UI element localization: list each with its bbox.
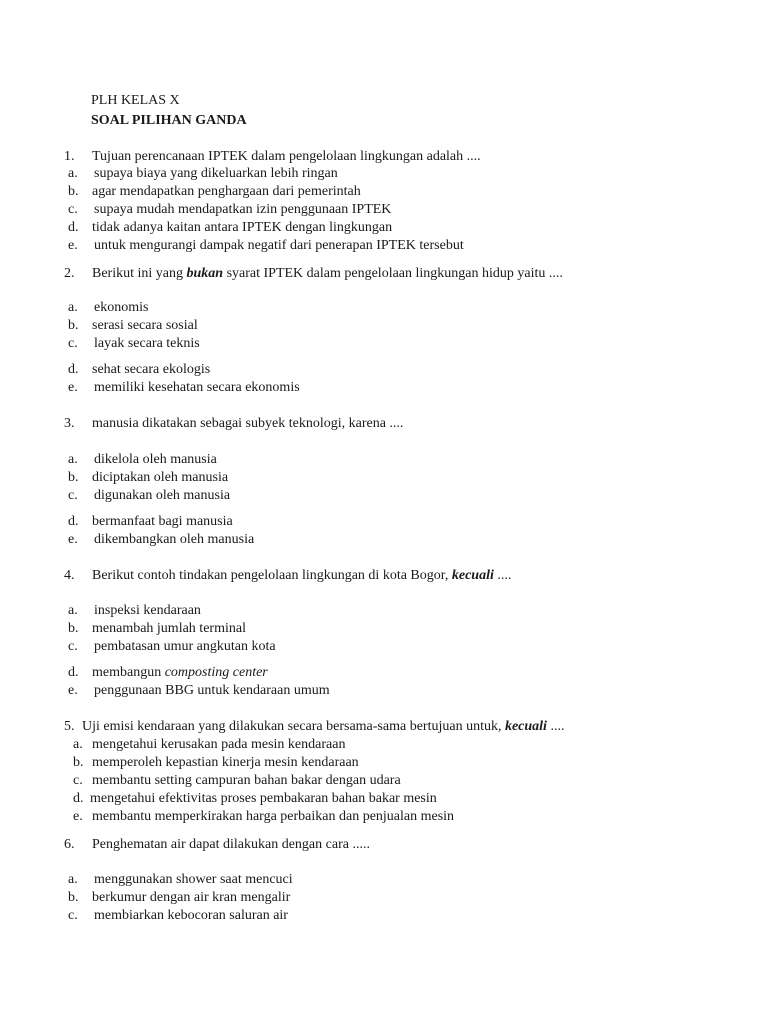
q6-option-a-letter: a.: [68, 872, 78, 887]
q2-option-e-text: memiliki kesehatan secara ekonomis: [94, 380, 300, 395]
question-4-text-before: Berikut contoh tindakan pengelolaan lingkungan di kota Bogor,: [92, 568, 452, 583]
q4-option-d-text: [92, 664, 268, 682]
q1-option-c-text: supaya mudah mendapatkan izin penggunaan IPTEK: [94, 202, 392, 217]
q2-option-a-letter: a.: [68, 300, 78, 315]
q6-option-c-letter: c.: [68, 908, 78, 923]
question-4-number: 4.: [64, 568, 75, 583]
question-5-text: [82, 718, 564, 736]
question-1-number: 1.: [64, 149, 75, 164]
q1-option-a-text: supaya biaya yang dikeluarkan lebih ringan: [94, 166, 338, 181]
q6-option-a-text: menggunakan shower saat mencuci: [94, 872, 293, 887]
q5-option-e-letter: e.: [73, 809, 83, 824]
question-6-number: 6.: [64, 837, 75, 852]
q1-option-d-text: tidak adanya kaitan antara IPTEK dengan lingkungan: [92, 220, 393, 235]
question-3-text: manusia dikatakan sebagai subyek teknologi, karena ....: [92, 416, 404, 431]
q3-option-a-text: dikelola oleh manusia: [94, 452, 217, 467]
q4-option-b-letter: b.: [68, 621, 79, 636]
q1-option-a-letter: a.: [68, 166, 78, 181]
q2-option-d-text: sehat secara ekologis: [92, 362, 211, 377]
question-2-text: [92, 265, 563, 283]
q3-option-e-letter: e.: [68, 532, 78, 547]
q2-option-a-text: ekonomis: [94, 300, 149, 315]
question-4-text-after: ....: [493, 568, 512, 583]
q5-option-c-letter: c.: [73, 773, 83, 788]
q1-option-b-letter: b.: [68, 184, 79, 199]
q2-option-b-text: serasi secara sosial: [92, 318, 198, 333]
q6-option-b-letter: b.: [68, 890, 79, 905]
q3-option-e-text: dikembangkan oleh manusia: [94, 532, 255, 547]
q5-option-d-letter: d.: [73, 791, 84, 806]
q4-option-e-text: penggunaan BBG untuk kendaraan umum: [94, 683, 330, 698]
q3-option-b-letter: b.: [68, 470, 79, 485]
question-2-text-before: Berikut ini yang: [92, 266, 187, 281]
q1-option-e-letter: e.: [68, 238, 78, 253]
question-3-number: 3.: [64, 416, 75, 431]
question-6-text: Penghematan air dapat dilakukan dengan cara .....: [92, 837, 370, 852]
q2-option-d-letter: d.: [68, 362, 79, 377]
q2-option-c-text: layak secara teknis: [94, 336, 200, 351]
q2-option-b-letter: b.: [68, 318, 79, 333]
q4-option-d-text-before: membangun: [92, 665, 165, 680]
q4-option-d-italic: composting center: [164, 665, 268, 680]
question-4-text: [92, 567, 511, 585]
document-title: PLH KELAS X: [91, 93, 180, 108]
q2-option-c-letter: c.: [68, 336, 78, 351]
q3-option-a-letter: a.: [68, 452, 78, 467]
q5-option-d-text: mengetahui efektivitas proses pembakaran bahan bakar mesin: [90, 791, 437, 806]
q5-option-a-letter: a.: [73, 737, 83, 752]
question-2-text-after: syarat IPTEK dalam pengelolaan lingkungan hidup yaitu ....: [223, 266, 563, 281]
q4-option-d-letter: d.: [68, 665, 79, 680]
document-subtitle: SOAL PILIHAN GANDA: [91, 113, 247, 128]
q1-option-e-text: untuk mengurangi dampak negatif dari penerapan IPTEK tersebut: [94, 238, 464, 253]
question-5-text-before: Uji emisi kendaraan yang dilakukan secara bersama-sama bertujuan untuk,: [82, 719, 505, 734]
q2-option-e-letter: e.: [68, 380, 78, 395]
q1-option-d-letter: d.: [68, 220, 79, 235]
q4-option-c-text: pembatasan umur angkutan kota: [94, 639, 276, 654]
q3-option-d-letter: d.: [68, 514, 79, 529]
question-4-emphasis: kecuali: [451, 568, 494, 583]
question-5-emphasis: kecuali: [504, 719, 547, 734]
q4-option-c-letter: c.: [68, 639, 78, 654]
q3-option-d-text: bermanfaat bagi manusia: [92, 514, 233, 529]
q1-option-c-letter: c.: [68, 202, 78, 217]
q6-option-c-text: membiarkan kebocoran saluran air: [94, 908, 288, 923]
q5-option-a-text: mengetahui kerusakan pada mesin kendaraan: [92, 737, 346, 752]
q4-option-a-text: inspeksi kendaraan: [94, 603, 201, 618]
question-5-number: 5.: [64, 719, 75, 734]
q4-option-e-letter: e.: [68, 683, 78, 698]
q5-option-b-text: memperoleh kepastian kinerja mesin kendaraan: [92, 755, 359, 770]
q3-option-b-text: diciptakan oleh manusia: [92, 470, 229, 485]
q5-option-b-letter: b.: [73, 755, 84, 770]
q3-option-c-text: digunakan oleh manusia: [94, 488, 231, 503]
question-2-number: 2.: [64, 266, 75, 281]
q5-option-e-text: membantu memperkirakan harga perbaikan dan penjualan mesin: [92, 809, 455, 824]
question-2-emphasis: bukan: [186, 266, 224, 281]
q4-option-b-text: menambah jumlah terminal: [92, 621, 246, 636]
question-1-text: Tujuan perencanaan IPTEK dalam pengelolaan lingkungan adalah ....: [92, 149, 481, 164]
question-5-text-after: ....: [546, 719, 565, 734]
q6-option-b-text: berkumur dengan air kran mengalir: [92, 890, 291, 905]
q1-option-b-text: agar mendapatkan penghargaan dari pemerintah: [92, 184, 361, 199]
q4-option-a-letter: a.: [68, 603, 78, 618]
q5-option-c-text: membantu setting campuran bahan bakar dengan udara: [92, 773, 401, 788]
q3-option-c-letter: c.: [68, 488, 78, 503]
